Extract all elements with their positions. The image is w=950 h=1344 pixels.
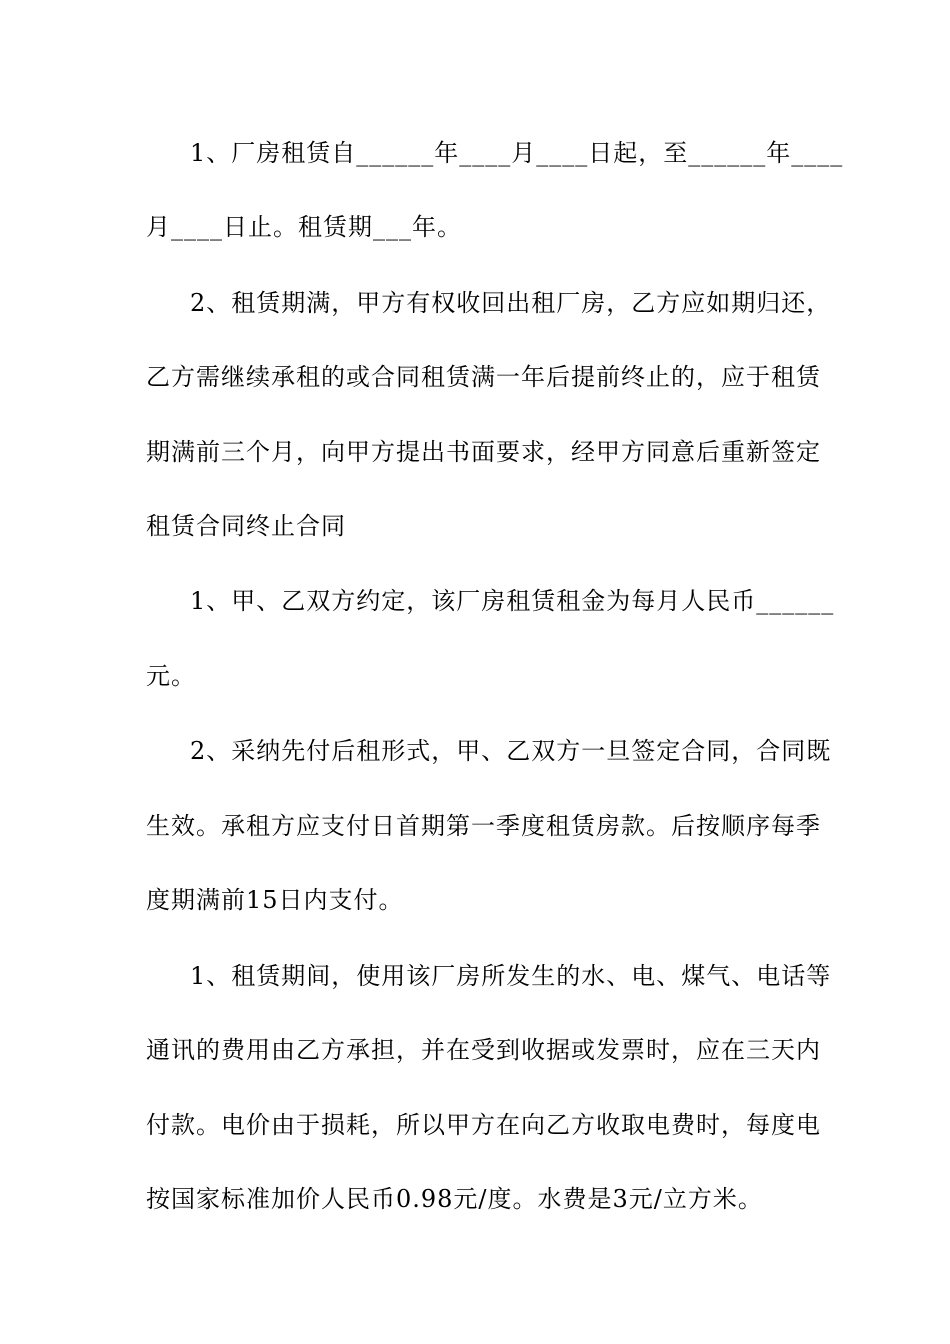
paragraph-2-line-2-text: 乙方需继续承租的或合同租赁满一年后提前终止的，应于租赁 <box>146 363 821 391</box>
paragraph-1-line-2 <box>0 207 950 247</box>
paragraph-2-line-4 <box>0 506 950 546</box>
paragraph-3-line-1 <box>0 581 950 621</box>
paragraph-5-line-2-text: 通讯的费用由乙方承担，并在受到收据或发票时，应在三天内 <box>146 1036 821 1064</box>
paragraph-4-line-3 <box>0 880 950 920</box>
paragraph-1-line-1-text: 1、厂房租赁自______年____月____日起，至______年____ <box>190 139 844 167</box>
paragraph-4-line-2-text: 生效。承租方应支付日首期第一季度租赁房款。后按顺序每季 <box>146 812 821 840</box>
paragraph-1-line-2-text: 月____日止。租赁期___年。 <box>146 213 462 241</box>
paragraph-2-line-3-text: 期满前三个月，向甲方提出书面要求，经甲方同意后重新签定 <box>146 438 821 466</box>
paragraph-4-line-3-text: 度期满前15日内支付。 <box>146 886 404 914</box>
paragraph-3-line-2-text: 元。 <box>146 662 196 690</box>
paragraph-5-line-3 <box>0 1105 950 1145</box>
paragraph-4-line-2 <box>0 806 950 846</box>
paragraph-2-line-2 <box>0 357 950 397</box>
paragraph-2-line-1 <box>0 283 950 323</box>
paragraph-3-line-1-text: 1、甲、乙双方约定，该厂房租赁租金为每月人民币______ <box>190 587 835 615</box>
paragraph-4-line-1 <box>0 731 950 771</box>
paragraph-5-line-4-text: 按国家标准加价人民币0.98元/度。水费是3元/立方米。 <box>146 1185 763 1213</box>
paragraph-5-line-3-text: 付款。电价由于损耗，所以甲方在向乙方收取电费时，每度电 <box>146 1111 821 1139</box>
paragraph-4-line-1-text: 2、采纳先付后租形式，甲、乙双方一旦签定合同，合同既 <box>190 737 832 765</box>
paragraph-5-line-1 <box>0 956 950 996</box>
paragraph-1-line-1 <box>0 133 950 173</box>
paragraph-5-line-2 <box>0 1030 950 1070</box>
paragraph-2-line-3 <box>0 432 950 472</box>
paragraph-3-line-2 <box>0 656 950 696</box>
paragraph-2-line-4-text: 租赁合同终止合同 <box>146 512 346 540</box>
paragraph-5-line-1-text: 1、租赁期间，使用该厂房所发生的水、电、煤气、电话等 <box>190 962 832 990</box>
paragraph-5-line-4 <box>0 1179 950 1219</box>
paragraph-2-line-1-text: 2、租赁期满，甲方有权收回出租厂房，乙方应如期归还， <box>190 289 832 317</box>
